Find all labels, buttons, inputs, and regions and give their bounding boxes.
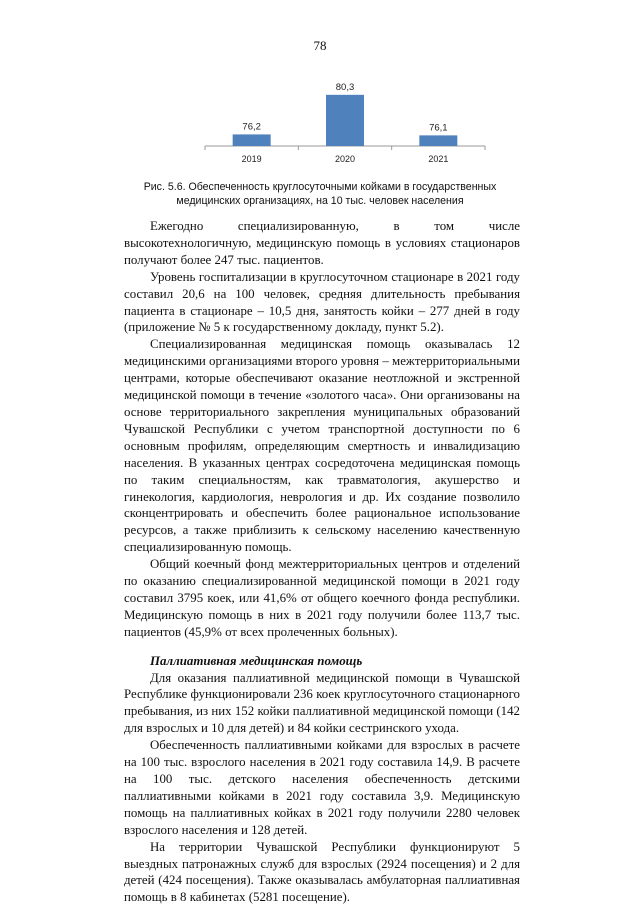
data-label-2021: 76,1 <box>429 122 448 134</box>
bar-2021 <box>419 135 457 146</box>
page-number: 78 <box>313 38 327 53</box>
section-heading: Паллиативная медицинская помощь <box>150 653 363 668</box>
data-label-2019: 76,2 <box>242 121 261 133</box>
bed-supply-bar-chart <box>200 66 490 168</box>
x-tick-label-2019: 2019 <box>241 154 262 164</box>
paragraph: Для оказания паллиативной медицинской помощи в Чувашской Республике функционировали 236 коек круглосуточного стационарного пребывания, из них 152 койки паллиативной медицинской помощи (142 для взрослых и 10 для детей) и 84 койки сестринского ухода. <box>124 670 520 736</box>
x-tick-label-2020: 2020 <box>334 154 356 164</box>
bar-2019 <box>233 134 271 146</box>
x-tick-label-2021: 2021 <box>428 154 449 164</box>
figure-caption <box>120 180 520 208</box>
paragraph: Уровень госпитализации в круглосуточном стационаре в 2021 году составил 20,6 на 100 человек, средняя длительность пребывания пациента в стационаре – 10,5 дня, занятость койки – 277 дней в году (приложение № 5 к государственному докладу, пункт 5.2). <box>124 269 520 335</box>
paragraph: Ежегодно специализированную, в том числе высокотехнологичную, медицинскую помощь в условиях стационаров получают более 247 тыс. пациентов. <box>124 219 520 267</box>
body-text <box>124 218 520 906</box>
caption-line-1: Рис. 5.6. Обеспеченность круглосуточными койками в государственных <box>143 181 497 193</box>
paragraph: Общий коечный фонд межтерриториальных центров и отделений по оказанию специализированной медицинской помощи в 2021 году составил 3795 коек, или 41,6% от общего коечного фонда республики. Медицинскую помощь в них в 2021 году получили более 113,7 тыс. пациентов (45,9% от всех пролеченных больных). <box>124 557 520 639</box>
caption-line-2: медицинских организациях, на 10 тыс. человек населения <box>176 195 464 207</box>
bar-2020 <box>326 95 364 146</box>
paragraph: Специализированная медицинская помощь оказывалась 12 медицинскими организациями второго уровня – межтерриториальными центрами, которые обеспечивают оказание неотложной и экстренной медицинской помощи в течение «золотого часа». Они организованы на основе территориального закрепления муниципальных образований Чувашской Республики с учетом транспортной доступности по 6 основным профилям, определяющим смертность и инвалидизацию населения. В указанных центрах сосредоточена медицинская помощь по таким специальностям, как травматология, акушерство и гинекология, кардиология, неврология и др. Их создание позволило сконцентрировать и обеспечить более рациональное использование ресурсов, а также приблизить к сельскому населению качественную специализированную помощь. <box>124 337 520 555</box>
paragraph: На территории Чувашской Республики функционируют 5 выездных патронажных служб для взрослых (2924 посещения) и 2 для детей (424 посещения). Также оказывалась амбулаторная паллиативная помощь в 8 кабинетах (5281 посещение). <box>124 839 520 905</box>
paragraph: Обеспеченность паллиативными койками для взрослых в расчете на 100 тыс. взрослого населения в 2021 году составила 14,9. В расчете на 100 тыс. детского населения обеспеченность детскими паллиативными койками в 2021 году составила 3,9. Медицинскую помощь на паллиативных койках в 2021 году получили 2280 человек взрослого населения и 128 детей. <box>124 738 520 837</box>
data-label-2020: 80,3 <box>335 81 355 93</box>
